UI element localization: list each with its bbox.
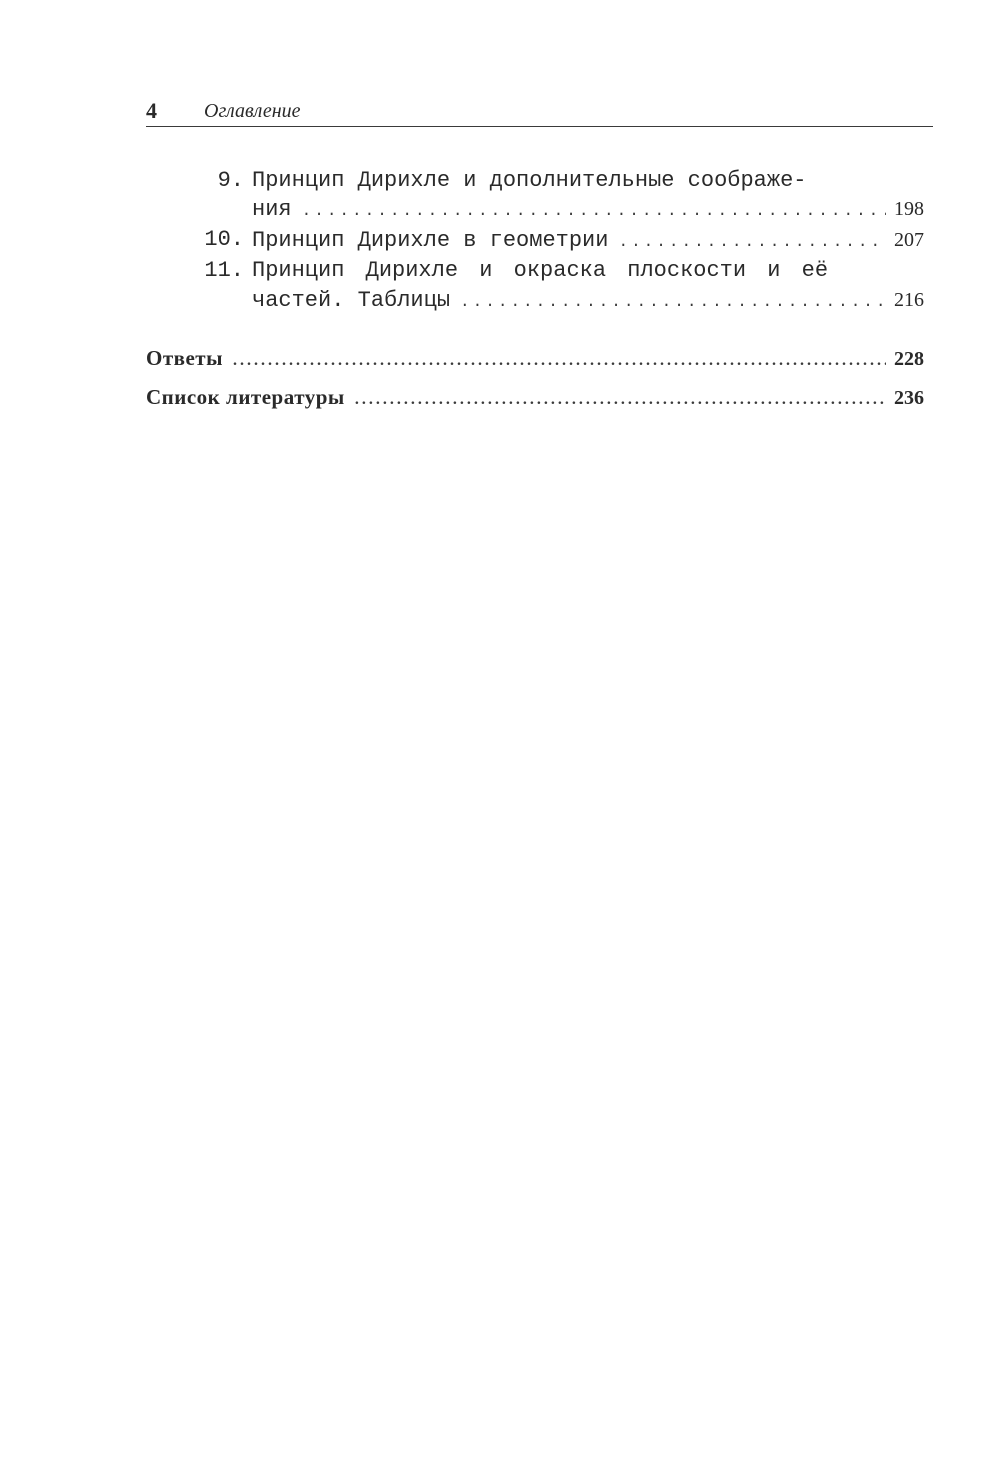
dot-leader [618, 227, 886, 257]
dot-leader [460, 287, 886, 317]
entry-title: Ответы [146, 346, 224, 370]
entry-number: 9. [217, 168, 244, 193]
entry-page-number: 216 [894, 289, 924, 311]
entry-title-line-1: Принцип Дирихле и дополнительные соображе- [252, 168, 807, 193]
toc-entry-11[interactable] [146, 256, 924, 316]
page-number: 4 [146, 98, 157, 123]
entry-leader-row [252, 285, 924, 317]
entry-leader-row [252, 194, 924, 226]
toc-entry-9[interactable] [146, 166, 924, 226]
entry-page-number: 228 [894, 348, 924, 370]
entry-title: Список литературы [146, 385, 345, 409]
toc-entry-answers[interactable] [146, 343, 924, 373]
toc-entry-bibliography[interactable] [146, 382, 924, 412]
dot-leader [233, 346, 886, 376]
entry-number: 10. [204, 227, 244, 252]
entry-leader-row [252, 225, 924, 257]
entry-title-line-2: частей. Таблицы [252, 288, 451, 313]
entry-page-number: 198 [894, 198, 924, 220]
dot-leader [355, 385, 886, 415]
toc-entry-10[interactable] [146, 225, 924, 255]
entry-page-number: 236 [894, 387, 924, 409]
running-head [146, 96, 933, 127]
entry-title-line-2: ния [252, 197, 292, 222]
entry-leader-row [146, 382, 924, 415]
entry-title-line-1: Принцип Дирихле в геометрии [252, 228, 609, 253]
entry-leader-row [146, 343, 924, 376]
entry-number: 11. [204, 258, 244, 283]
entry-title-line-1: Принцип Дирихле и окраска плоскости и её [252, 258, 829, 283]
running-title: Оглавление [204, 100, 301, 122]
entry-page-number: 207 [894, 229, 924, 251]
dot-leader [302, 196, 886, 226]
